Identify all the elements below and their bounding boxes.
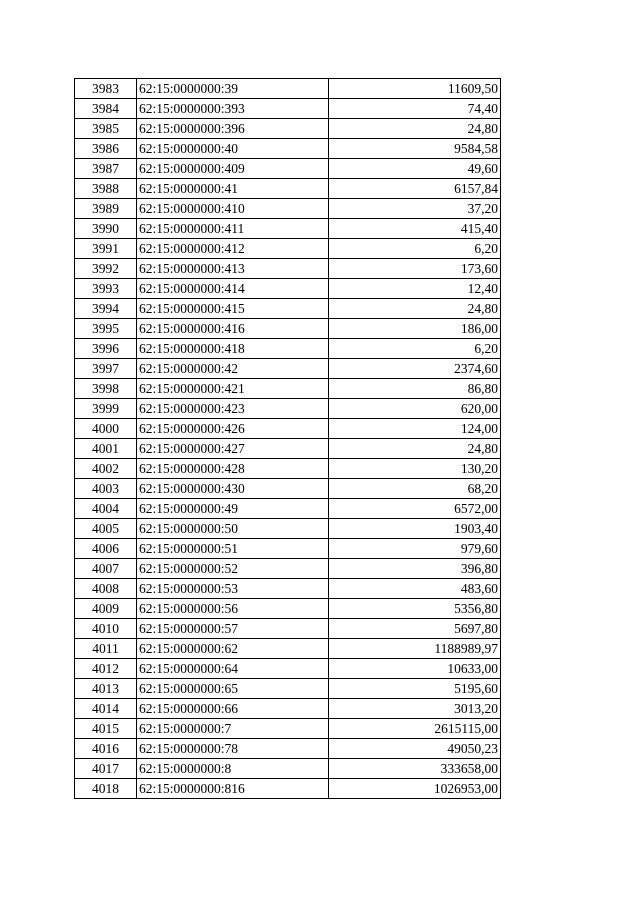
value-cell: 1026953,00 [329, 779, 501, 799]
table-row [75, 579, 501, 599]
cadastral-number-cell: 62:15:0000000:423 [137, 399, 329, 419]
row-number-cell: 4013 [75, 679, 137, 699]
table-row [75, 79, 501, 99]
table-row [75, 279, 501, 299]
row-number-cell: 3987 [75, 159, 137, 179]
table-row [75, 319, 501, 339]
row-number-cell: 3984 [75, 99, 137, 119]
row-number-cell: 3993 [75, 279, 137, 299]
value-cell: 86,80 [329, 379, 501, 399]
table-row [75, 339, 501, 359]
value-cell: 5697,80 [329, 619, 501, 639]
row-number-cell: 4002 [75, 459, 137, 479]
row-number-cell: 4012 [75, 659, 137, 679]
table-row [75, 679, 501, 699]
row-number-cell: 4007 [75, 559, 137, 579]
cadastral-number-cell: 62:15:0000000:414 [137, 279, 329, 299]
value-cell: 415,40 [329, 219, 501, 239]
cadastral-number-cell: 62:15:0000000:412 [137, 239, 329, 259]
table-row [75, 219, 501, 239]
cadastral-number-cell: 62:15:0000000:42 [137, 359, 329, 379]
table-row [75, 499, 501, 519]
value-cell: 11609,50 [329, 79, 501, 99]
cadastral-values-table [74, 78, 501, 799]
cadastral-number-cell: 62:15:0000000:393 [137, 99, 329, 119]
cadastral-number-cell: 62:15:0000000:430 [137, 479, 329, 499]
table-row [75, 359, 501, 379]
row-number-cell: 4009 [75, 599, 137, 619]
table-row [75, 99, 501, 119]
value-cell: 6,20 [329, 239, 501, 259]
table-row [75, 559, 501, 579]
table-row [75, 199, 501, 219]
row-number-cell: 4011 [75, 639, 137, 659]
value-cell: 12,40 [329, 279, 501, 299]
table-row [75, 159, 501, 179]
cadastral-number-cell: 62:15:0000000:64 [137, 659, 329, 679]
row-number-cell: 3986 [75, 139, 137, 159]
row-number-cell: 3995 [75, 319, 137, 339]
cadastral-number-cell: 62:15:0000000:56 [137, 599, 329, 619]
cadastral-number-cell: 62:15:0000000:52 [137, 559, 329, 579]
table-row [75, 519, 501, 539]
table-row [75, 399, 501, 419]
value-cell: 6,20 [329, 339, 501, 359]
cadastral-number-cell: 62:15:0000000:8 [137, 759, 329, 779]
table-row [75, 379, 501, 399]
row-number-cell: 3983 [75, 79, 137, 99]
value-cell: 124,00 [329, 419, 501, 439]
value-cell: 10633,00 [329, 659, 501, 679]
row-number-cell: 4005 [75, 519, 137, 539]
cadastral-number-cell: 62:15:0000000:53 [137, 579, 329, 599]
value-cell: 37,20 [329, 199, 501, 219]
cadastral-number-cell: 62:15:0000000:409 [137, 159, 329, 179]
value-cell: 1188989,97 [329, 639, 501, 659]
cadastral-number-cell: 62:15:0000000:410 [137, 199, 329, 219]
table-row [75, 699, 501, 719]
value-cell: 49,60 [329, 159, 501, 179]
row-number-cell: 3991 [75, 239, 137, 259]
cadastral-number-cell: 62:15:0000000:816 [137, 779, 329, 799]
cadastral-number-cell: 62:15:0000000:413 [137, 259, 329, 279]
table-body [75, 79, 501, 799]
table-row [75, 239, 501, 259]
cadastral-number-cell: 62:15:0000000:78 [137, 739, 329, 759]
value-cell: 620,00 [329, 399, 501, 419]
row-number-cell: 4006 [75, 539, 137, 559]
value-cell: 24,80 [329, 299, 501, 319]
value-cell: 24,80 [329, 439, 501, 459]
row-number-cell: 4010 [75, 619, 137, 639]
table-row [75, 779, 501, 799]
cadastral-number-cell: 62:15:0000000:416 [137, 319, 329, 339]
value-cell: 74,40 [329, 99, 501, 119]
row-number-cell: 3998 [75, 379, 137, 399]
row-number-cell: 4003 [75, 479, 137, 499]
value-cell: 5195,60 [329, 679, 501, 699]
value-cell: 5356,80 [329, 599, 501, 619]
cadastral-number-cell: 62:15:0000000:421 [137, 379, 329, 399]
row-number-cell: 4016 [75, 739, 137, 759]
cadastral-number-cell: 62:15:0000000:39 [137, 79, 329, 99]
table-row [75, 259, 501, 279]
table-row [75, 179, 501, 199]
table-row [75, 419, 501, 439]
value-cell: 6157,84 [329, 179, 501, 199]
row-number-cell: 3997 [75, 359, 137, 379]
row-number-cell: 4015 [75, 719, 137, 739]
row-number-cell: 3985 [75, 119, 137, 139]
cadastral-number-cell: 62:15:0000000:62 [137, 639, 329, 659]
row-number-cell: 4001 [75, 439, 137, 459]
value-cell: 3013,20 [329, 699, 501, 719]
row-number-cell: 3999 [75, 399, 137, 419]
cadastral-number-cell: 62:15:0000000:65 [137, 679, 329, 699]
cadastral-number-cell: 62:15:0000000:396 [137, 119, 329, 139]
table-row [75, 719, 501, 739]
cadastral-number-cell: 62:15:0000000:415 [137, 299, 329, 319]
row-number-cell: 3989 [75, 199, 137, 219]
value-cell: 130,20 [329, 459, 501, 479]
table-row [75, 639, 501, 659]
cadastral-number-cell: 62:15:0000000:41 [137, 179, 329, 199]
value-cell: 2374,60 [329, 359, 501, 379]
table-row [75, 439, 501, 459]
cadastral-number-cell: 62:15:0000000:418 [137, 339, 329, 359]
value-cell: 1903,40 [329, 519, 501, 539]
row-number-cell: 4014 [75, 699, 137, 719]
value-cell: 2615115,00 [329, 719, 501, 739]
value-cell: 186,00 [329, 319, 501, 339]
value-cell: 24,80 [329, 119, 501, 139]
value-cell: 979,60 [329, 539, 501, 559]
table-row [75, 659, 501, 679]
value-cell: 9584,58 [329, 139, 501, 159]
value-cell: 483,60 [329, 579, 501, 599]
table-row [75, 599, 501, 619]
cadastral-number-cell: 62:15:0000000:427 [137, 439, 329, 459]
cadastral-number-cell: 62:15:0000000:49 [137, 499, 329, 519]
row-number-cell: 4000 [75, 419, 137, 439]
row-number-cell: 3992 [75, 259, 137, 279]
value-cell: 396,80 [329, 559, 501, 579]
value-cell: 333658,00 [329, 759, 501, 779]
row-number-cell: 4018 [75, 779, 137, 799]
table-row [75, 759, 501, 779]
table-row [75, 619, 501, 639]
value-cell: 68,20 [329, 479, 501, 499]
table-row [75, 299, 501, 319]
row-number-cell: 4017 [75, 759, 137, 779]
cadastral-number-cell: 62:15:0000000:50 [137, 519, 329, 539]
value-cell: 6572,00 [329, 499, 501, 519]
cadastral-number-cell: 62:15:0000000:411 [137, 219, 329, 239]
table-row [75, 119, 501, 139]
cadastral-number-cell: 62:15:0000000:66 [137, 699, 329, 719]
row-number-cell: 4004 [75, 499, 137, 519]
cadastral-number-cell: 62:15:0000000:428 [137, 459, 329, 479]
cadastral-number-cell: 62:15:0000000:426 [137, 419, 329, 439]
table-row [75, 539, 501, 559]
row-number-cell: 3996 [75, 339, 137, 359]
table-row [75, 739, 501, 759]
cadastral-number-cell: 62:15:0000000:51 [137, 539, 329, 559]
cadastral-number-cell: 62:15:0000000:7 [137, 719, 329, 739]
row-number-cell: 3994 [75, 299, 137, 319]
row-number-cell: 4008 [75, 579, 137, 599]
cadastral-number-cell: 62:15:0000000:40 [137, 139, 329, 159]
table-row [75, 139, 501, 159]
value-cell: 49050,23 [329, 739, 501, 759]
table-row [75, 459, 501, 479]
row-number-cell: 3988 [75, 179, 137, 199]
table-row [75, 479, 501, 499]
value-cell: 173,60 [329, 259, 501, 279]
row-number-cell: 3990 [75, 219, 137, 239]
cadastral-number-cell: 62:15:0000000:57 [137, 619, 329, 639]
